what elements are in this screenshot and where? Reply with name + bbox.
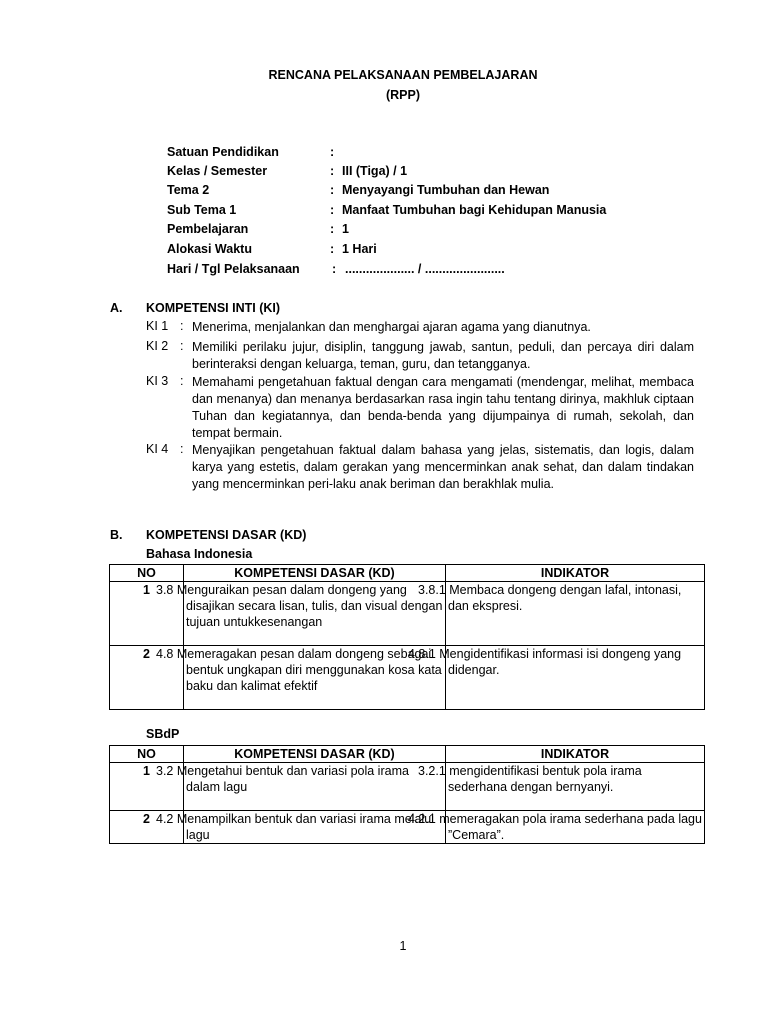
cell-no: 2: [110, 646, 184, 710]
identity-label: Satuan Pendidikan: [167, 145, 279, 159]
ki-text: Menerima, menjalankan dan menghargai ajaran agama yang dianutnya.: [192, 320, 591, 334]
page-number: 1: [399, 939, 407, 953]
identity-value: Menyayangi Tumbuhan dan Hewan: [342, 183, 550, 197]
document-subtitle: (RPP): [385, 88, 421, 102]
subject-title-bahasa-indonesia: Bahasa Indonesia: [146, 547, 253, 561]
table-row: [110, 811, 705, 844]
table-header-row: [110, 746, 705, 763]
identity-label: Kelas / Semester: [167, 164, 268, 178]
identity-sep: :: [332, 262, 337, 276]
identity-sep: :: [330, 203, 335, 217]
identity-sep: :: [330, 183, 335, 197]
section-a-letter: A.: [110, 301, 123, 315]
ki-sep: :: [180, 442, 184, 456]
identity-value: 1: [342, 222, 349, 236]
ki-text: Menyajikan pengetahuan faktual dalam bahasa yang jelas, sistematis, dan logis, dalam karya yang estetis, dalam gerakan yang mencerminkan anak sehat, dan dalam tindakan yang mencerminkan peri-laku anak beriman dan berakhlak mulia.: [192, 443, 694, 491]
ki-text: Memahami pengetahuan faktual dengan cara mengamati (mendengar, melihat, membaca dan menanya) dan menanya berdasarkan rasa ingin tahu tentang dirinya, makhluk ciptaan Tuhan dan kegiatannya, dan benda-benda yang dijumpainya di rumah, sekolah, dan tempat bermain.: [192, 375, 694, 440]
identity-sep: :: [330, 242, 335, 256]
table-row: [110, 646, 705, 710]
column-header-no: NO: [110, 565, 184, 582]
table-row: [110, 582, 705, 646]
identity-value: .................... / .......................: [345, 262, 505, 276]
identity-value: Manfaat Tumbuhan bagi Kehidupan Manusia: [342, 203, 607, 217]
identity-label: Tema 2: [167, 183, 210, 197]
section-b-title: KOMPETENSI DASAR (KD): [146, 528, 307, 542]
section-b-letter: B.: [110, 528, 123, 542]
ki-sep: :: [180, 339, 184, 353]
ki-sep: :: [180, 374, 184, 388]
identity-sep: :: [330, 164, 335, 178]
cell-kd: 3.2 Mengetahui bentuk dan variasi pola irama dalam lagu: [184, 763, 446, 811]
identity-label: Pembelajaran: [167, 222, 249, 236]
identity-value: 1 Hari: [342, 242, 377, 256]
cell-indikator: 4.8.1 Mengidentifikasi informasi isi dongeng yang didengar.: [446, 646, 705, 710]
ki-text: Memiliki perilaku jujur, disiplin, tanggung jawab, santun, peduli, dan percaya diri dalam berinteraksi dengan keluarga, teman, guru, dan tetangganya.: [192, 340, 694, 371]
table-header-row: [110, 565, 705, 582]
identity-label: Sub Tema 1: [167, 203, 237, 217]
section-a-title: KOMPETENSI INTI (KI): [146, 301, 281, 315]
cell-indikator: 4.2.1 memeragakan pola irama sederhana pada lagu ”Cemara”.: [446, 811, 705, 844]
identity-value: III (Tiga) / 1: [342, 164, 408, 178]
document-title: RENCANA PELAKSANAAN PEMBELAJARAN: [268, 68, 538, 82]
identity-label: Hari / Tgl Pelaksanaan: [167, 262, 300, 276]
ki-code: KI 3: [146, 374, 169, 388]
cell-kd: 3.8 Menguraikan pesan dalam dongeng yang disajikan secara lisan, tulis, dan visual dengan tujuan untukkesenangan: [184, 582, 446, 646]
cell-kd: 4.2 Menampilkan bentuk dan variasi irama melalui lagu: [184, 811, 446, 844]
cell-indikator: 3.2.1 mengidentifikasi bentuk pola irama sederhana dengan bernyanyi.: [446, 763, 705, 811]
identity-sep: :: [330, 145, 335, 159]
column-header-indikator: INDIKATOR: [446, 565, 705, 582]
ki-code: KI 1: [146, 319, 169, 333]
subject-title-sbdp: SBdP: [146, 727, 180, 741]
column-header-no: NO: [110, 746, 184, 763]
identity-label: Alokasi Waktu: [167, 242, 252, 256]
ki-code: KI 4: [146, 442, 169, 456]
column-header-kd: KOMPETENSI DASAR (KD): [184, 746, 446, 763]
column-header-indikator: INDIKATOR: [446, 746, 705, 763]
cell-kd: 4.8 Memeragakan pesan dalam dongeng sebagai bentuk ungkapan diri menggunakan kosa kata baku dan kalimat efektif: [184, 646, 446, 710]
cell-no: 2: [110, 811, 184, 844]
table-row: [110, 763, 705, 811]
column-header-kd: KOMPETENSI DASAR (KD): [184, 565, 446, 582]
kd-table-sbdp: [109, 745, 705, 844]
identity-sep: :: [330, 222, 335, 236]
cell-indikator: 3.8.1 Membaca dongeng dengan lafal, intonasi, dan ekspresi.: [446, 582, 705, 646]
cell-no: 1: [110, 763, 184, 811]
ki-sep: :: [180, 319, 184, 333]
cell-no: 1: [110, 582, 184, 646]
ki-code: KI 2: [146, 339, 169, 353]
kd-table-bahasa-indonesia: [109, 564, 705, 710]
